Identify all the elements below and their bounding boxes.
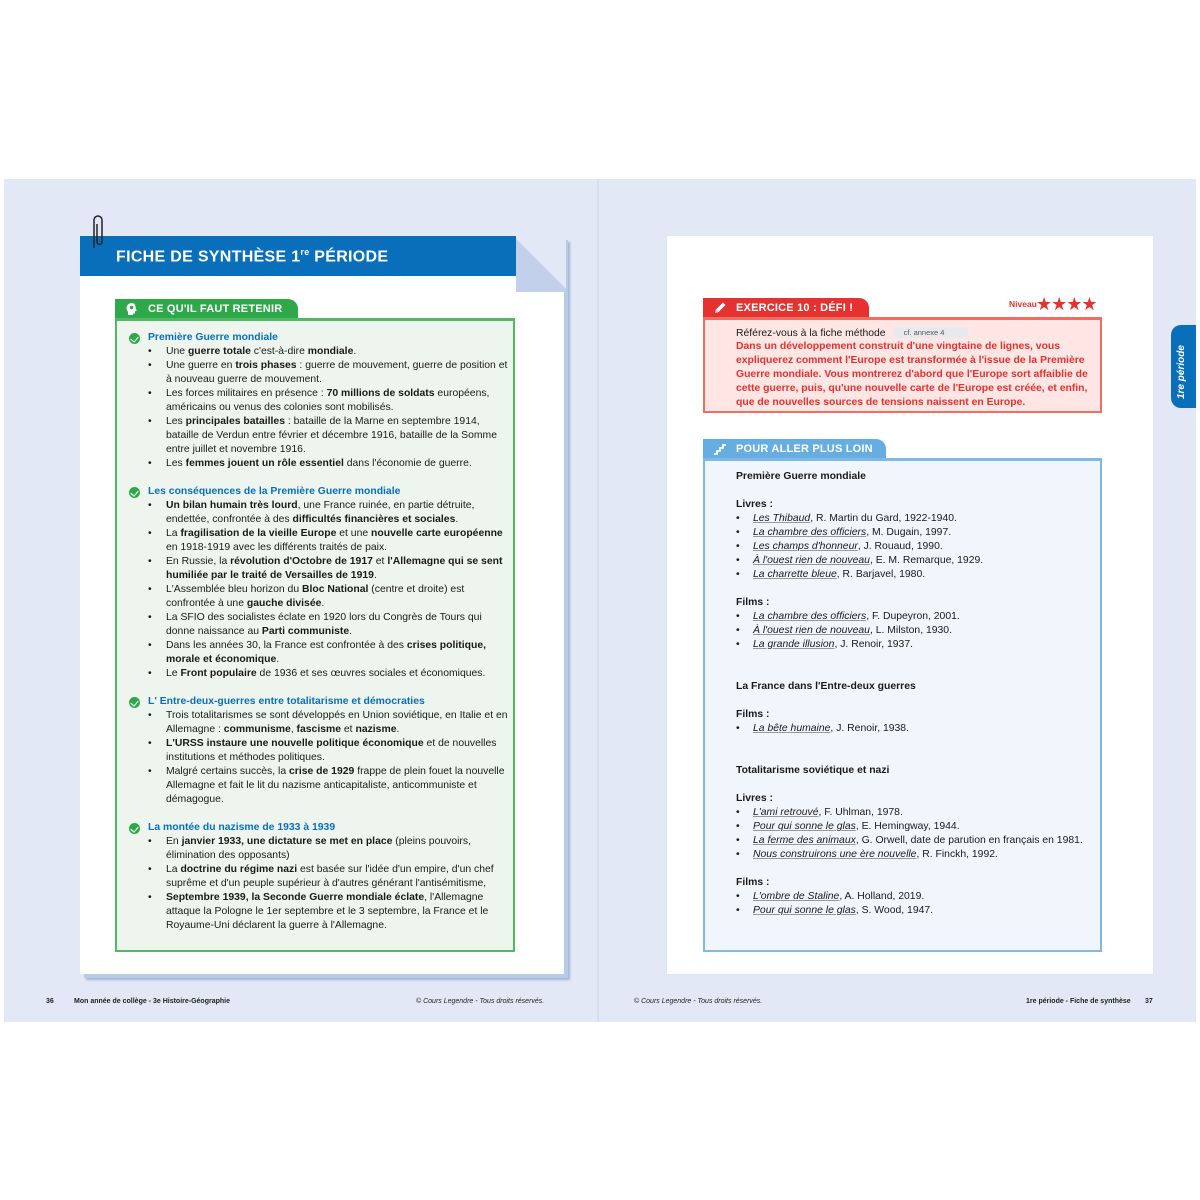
group-label: Livres : bbox=[736, 499, 773, 510]
reading-item: • Pour qui sonne le glas, E. Hemingway, 1944. bbox=[736, 820, 1096, 834]
level-stars-icon: ★★★★ bbox=[1036, 294, 1097, 314]
topic-heading: Totalitarisme soviétique et nazi bbox=[736, 765, 890, 776]
page-title: FICHE DE SYNTHÈSE 1re PÉRIODE bbox=[80, 236, 516, 276]
reading-item: • La ferme des animaux, G. Orwell, date de parution en français en 1981. bbox=[736, 834, 1096, 848]
work-title-link[interactable]: L'ombre de Staline bbox=[753, 891, 840, 902]
group-label: Films : bbox=[736, 709, 770, 720]
section-heading: La montée du nazisme de 1933 à 1939 bbox=[128, 821, 508, 835]
annex-badge[interactable]: cf. annexe 4 bbox=[894, 327, 969, 338]
exercise-reference: Référez-vous à la fiche méthode cf. annexe 4 bbox=[736, 327, 968, 339]
work-title-link[interactable]: La charrette bleue bbox=[753, 569, 837, 580]
group-label: Films : bbox=[736, 597, 770, 608]
group-label: Films : bbox=[736, 877, 770, 888]
reading-item: • À l'ouest rien de nouveau, E. M. Remarque, 1929. bbox=[736, 554, 1096, 568]
bullet-item: • Les femmes jouent un rôle essentiel dans l'économie de guerre. bbox=[128, 457, 508, 471]
reading-item: • Nous construirons une ère nouvelle, R. Finckh, 1992. bbox=[736, 848, 1096, 862]
work-title-link[interactable]: La ferme des animaux bbox=[753, 835, 856, 846]
bullet-item: • Le Front populaire de 1936 et ses œuvres sociales et économiques. bbox=[128, 667, 508, 681]
bullet-item: • En Russie, la révolution d'Octobre de 1917 et l'Allemagne qui se sent humiliée par le traité de Versailles de 1919. bbox=[128, 555, 508, 583]
book-gutter bbox=[597, 179, 599, 1022]
work-title-link[interactable]: La chambre des officiers bbox=[753, 527, 867, 538]
work-title-link[interactable]: Nous construirons une ère nouvelle bbox=[753, 849, 917, 860]
work-title-link[interactable]: Pour qui sonne le glas bbox=[753, 821, 856, 832]
level-label: Niveau bbox=[1009, 299, 1037, 309]
work-title-link[interactable]: La bête humaine bbox=[753, 723, 831, 734]
bullet-item: • L'URSS instaure une nouvelle politique économique et de nouvelles institutions et méthodes politiques. bbox=[128, 737, 508, 765]
retenir-section bbox=[128, 331, 508, 471]
topic-heading: La France dans l'Entre-deux guerres bbox=[736, 681, 916, 692]
bullet-item: • Malgré certains succès, la crise de 1929 frappe de plein fouet la nouvelle Allemagne et fait le lit du nazisme anticapitaliste, anticommuniste et démagogue. bbox=[128, 765, 508, 807]
work-title-link[interactable]: L'ami retrouvé bbox=[753, 807, 819, 818]
bullet-item: • Septembre 1939, la Seconde Guerre mondiale éclate, l'Allemagne attaque la Pologne le 1er septembre et le 3 septembre, la France et le Royaume-Uni déclarent la guerre à l'Allemagne. bbox=[128, 891, 508, 933]
bullet-item: • Un bilan humain très lourd, une France ruinée, en partie détruite, endettée, confrontée à des difficultés financières et sociales. bbox=[128, 499, 508, 527]
bullet-item: • Les principales batailles : bataille de la Marne en septembre 1914, bataille de Verdun entre février et décembre 1916, bataille de la Somme entre juillet et novembre 1916. bbox=[128, 415, 508, 457]
bullet-item: • Trois totalitarismes se sont développés en Union soviétique, en Italie et en Allemagne : communisme, fascisme et nazisme. bbox=[128, 709, 508, 737]
paperclip-icon bbox=[89, 214, 105, 252]
work-title-link[interactable]: Les champs d'honneur bbox=[753, 541, 858, 552]
footer-book-title: Mon année de collège - 3e Histoire-Géographie bbox=[74, 998, 230, 1005]
retenir-section bbox=[128, 821, 508, 933]
bullet-item: • La doctrine du régime nazi est basée sur l'idée d'un empire, d'un chef suprême et d'un peuple supérieur à d'autres générant l'antisémitisme, bbox=[128, 863, 508, 891]
reading-item: • La chambre des officiers, M. Dugain, 1997. bbox=[736, 526, 1096, 540]
reading-item: • L'ombre de Staline, A. Holland, 2019. bbox=[736, 890, 1096, 904]
reading-item: • La charrette bleue, R. Barjavel, 1980. bbox=[736, 568, 1096, 582]
reading-item: • Les Thibaud, R. Martin du Gard, 1922-1940. bbox=[736, 512, 1096, 526]
work-title-link[interactable]: Les Thibaud bbox=[753, 513, 811, 524]
retenir-section bbox=[128, 485, 508, 681]
reading-item: • Les champs d'honneur, J. Rouaud, 1990. bbox=[736, 540, 1096, 554]
reading-item: • La chambre des officiers, F. Dupeyron, 2001. bbox=[736, 610, 1096, 624]
check-circle-icon bbox=[129, 333, 140, 344]
work-title-link[interactable]: À l'ouest rien de nouveau bbox=[753, 555, 870, 566]
reading-item: • La bête humaine, J. Renoir, 1938. bbox=[736, 722, 1096, 736]
check-circle-icon bbox=[129, 487, 140, 498]
side-tab-label: 1re période bbox=[1176, 345, 1187, 399]
group-label: Livres : bbox=[736, 793, 773, 804]
reading-item: • La grande illusion, J. Renoir, 1937. bbox=[736, 638, 1096, 652]
check-circle-icon bbox=[129, 697, 140, 708]
bullet-item: • Dans les années 30, la France est confrontée à des crises politique, morale et économique. bbox=[128, 639, 508, 667]
section-tab-exercise: EXERCICE 10 : DÉFI ! bbox=[703, 298, 869, 318]
check-circle-icon bbox=[129, 823, 140, 834]
work-title-link[interactable]: Pour qui sonne le glas bbox=[753, 905, 856, 916]
section-heading: Première Guerre mondiale bbox=[128, 331, 508, 345]
folded-corner-icon bbox=[516, 236, 566, 292]
reading-item: • L'ami retrouvé, F. Uhlman, 1978. bbox=[736, 806, 1096, 820]
footer-page-number-right: 37 bbox=[1145, 998, 1153, 1005]
bullet-item: • La SFIO des socialistes éclate en 1920 lors du Congrès de Tours qui donne naissance au Parti communiste. bbox=[128, 611, 508, 639]
work-title-link[interactable]: À l'ouest rien de nouveau bbox=[753, 625, 870, 636]
bullet-item: • La fragilisation de la vieille Europe et une nouvelle carte européenne en 1918-1919 avec les différents traités de paix. bbox=[128, 527, 508, 555]
section-heading: L' Entre-deux-guerres entre totalitarisme et démocraties bbox=[128, 695, 508, 709]
reading-item: • À l'ouest rien de nouveau, L. Milston, 1930. bbox=[736, 624, 1096, 638]
head-brain-icon bbox=[125, 302, 139, 316]
bullet-item: • Les forces militaires en présence : 70 millions de soldats européens, américains ou venus des colonies sont mobilisés. bbox=[128, 387, 508, 415]
section-tab-further: POUR ALLER PLUS LOIN bbox=[703, 439, 886, 459]
exercise-text: Dans un développement construit d'une vingtaine de lignes, vous expliquerez comment l'Europe est transformée à l'issue de la Première Guerre mondiale. Vous montrerez d'abord que l'Europe sort affaiblie de cette guerre, puis, qu'une nouvelle carte de l'Europe est créée, et enfin, que de nouvelles sources de tensions naissent en Europe. bbox=[736, 341, 1088, 408]
work-title-link[interactable]: La chambre des officiers bbox=[753, 611, 867, 622]
section-tab-retenir: CE QU'IL FAUT RETENIR bbox=[115, 299, 298, 319]
bullet-item: • Une guerre en trois phases : guerre de mouvement, guerre de position et à nouveau guerre de mouvement. bbox=[128, 359, 508, 387]
stairs-icon bbox=[713, 442, 727, 456]
bullet-item: • L'Assemblée bleu horizon du Bloc National (centre et droite) est confrontée à une gauche divisée. bbox=[128, 583, 508, 611]
pencil-icon bbox=[713, 301, 727, 315]
footer-copyright-left: © Cours Legendre - Tous droits réservés. bbox=[416, 998, 545, 1005]
bullet-item: • En janvier 1933, une dictature se met en place (pleins pouvoirs, élimination des opposants) bbox=[128, 835, 508, 863]
side-tab-periode[interactable] bbox=[1171, 325, 1196, 408]
reading-item: • Pour qui sonne le glas, S. Wood, 1947. bbox=[736, 904, 1096, 918]
footer-copyright-right: © Cours Legendre - Tous droits réservés. bbox=[634, 998, 763, 1005]
footer-page-number-left: 36 bbox=[46, 998, 54, 1005]
work-title-link[interactable]: La grande illusion bbox=[753, 639, 835, 650]
bullet-item: • Une guerre totale c'est-à-dire mondiale. bbox=[128, 345, 508, 359]
reading-list bbox=[736, 470, 1096, 918]
section-heading: Les conséquences de la Première Guerre mondiale bbox=[128, 485, 508, 499]
topic-heading: Première Guerre mondiale bbox=[736, 471, 866, 482]
retenir-section bbox=[128, 695, 508, 807]
footer-section: 1re période - Fiche de synthèse bbox=[1026, 998, 1131, 1005]
